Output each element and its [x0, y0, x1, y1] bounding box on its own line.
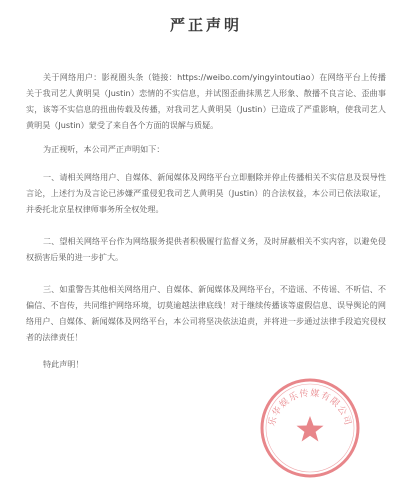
company-seal [258, 376, 362, 480]
star-icon [297, 416, 324, 442]
point-one: 一、请相关网络用户、自媒体、新闻媒体及网络平台立即删除并停止传播相关不实信息及误导性言论，上述行为及言论已涉嫌严重侵犯我司艺人黄明昊（Justin）的合法权益，本公司已依法取证，并委托北京星权律师事务所全权处理。 [26, 172, 386, 214]
statement-lead: 为正视听，本公司严正声明如下： [43, 144, 165, 154]
point-three: 三、如重警告其他相关网络用户、自媒体、新闻媒体及网络平台，不造谣、不传谣、不听信、不偏信、不盲传，共同维护网络环境，切莫逾越法律底线！对于继续传播该等虚假信息、误导舆论的网络用户、自媒体、新闻媒体及网络平台，本公司将坚决依法追责，并将进一步通过法律手段追究侵权者的法律责任！ [26, 284, 386, 342]
page-title: 严正声明 [169, 16, 242, 34]
seal-graphic [258, 376, 362, 480]
point-two: 二、望相关网络平台作为网络服务提供者积极履行监督义务，及时屏蔽相关不实内容，以避免侵权损害后果的进一步扩大。 [26, 236, 386, 262]
intro-paragraph: 关于网络用户：影视圈头条（链接：https://weibo.com/yingyintoutiao）在网络平台上传播关于我司艺人黄明昊（Justin）恋情的不实信息，并试图歪曲抹黑艺人形象、散播不良言论、歪曲事实，该等不实信息的扭曲传载及传播，对我司艺人黄明昊（Justin）已造成了严重影响，使我司艺人黄明昊（Justin）蒙受了来自各个方面的误解与质疑。 [26, 72, 386, 130]
seal-text: 乐华娱乐传媒有限公司 [267, 388, 353, 428]
closing-line: 特此声明！ [43, 359, 84, 369]
